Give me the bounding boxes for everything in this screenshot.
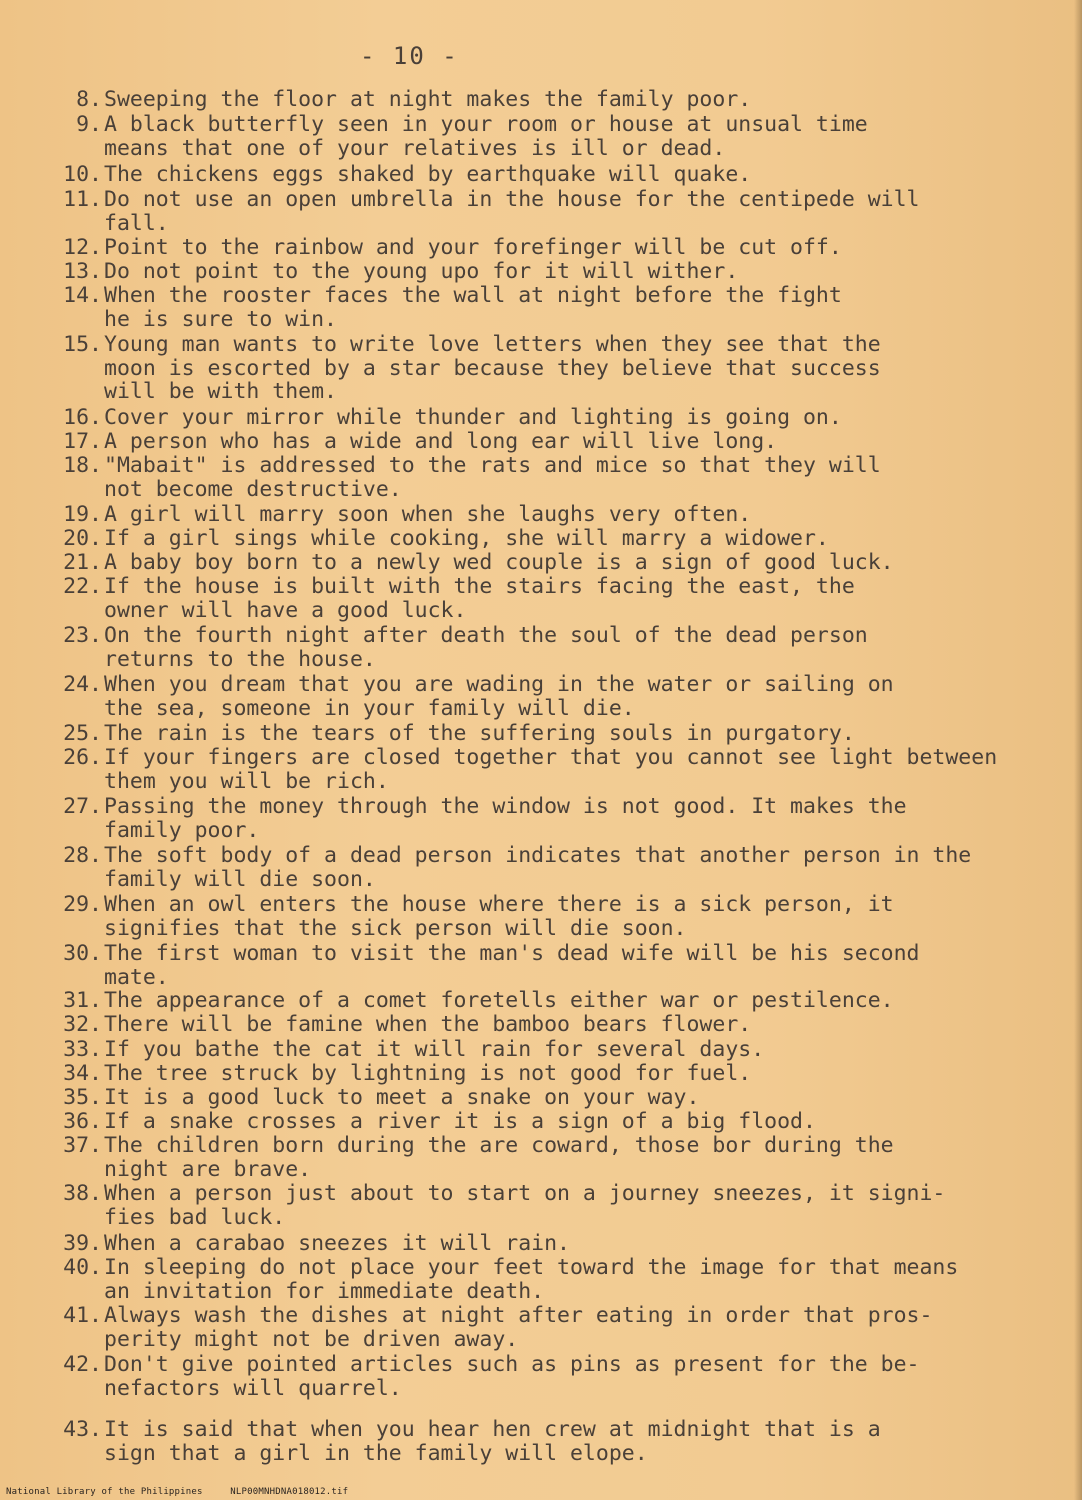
item-text-line: "Mabait" is addressed to the rats and mice so that they will <box>104 453 881 478</box>
item-number: 30. <box>63 941 102 966</box>
item-text <box>102 333 881 404</box>
item-text <box>102 551 894 575</box>
item-text-line: not become destructive. <box>104 476 402 502</box>
item-text-line: A baby boy born to a newly wed couple is a sign of good luck. <box>104 550 894 575</box>
list-item <box>44 88 1074 112</box>
page-number: - 10 - <box>360 42 459 70</box>
item-text <box>102 1038 764 1062</box>
item-text-line: If a snake crosses a river it is a sign of a big flood. <box>104 1109 816 1134</box>
item-text-line: On the fourth night after death the soul of the dead person <box>104 623 868 648</box>
item-number: 10. <box>63 162 102 187</box>
item-text-line: family poor. <box>104 817 260 843</box>
item-number: 13. <box>63 259 102 284</box>
item-text-line: The rain is the tears of the suffering souls in purgatory. <box>104 721 855 746</box>
item-text-line: When an owl enters the house where there is a sick person, it <box>104 892 894 917</box>
list-item <box>44 527 1074 551</box>
item-text <box>102 1086 699 1110</box>
item-text <box>102 722 855 746</box>
list-item <box>44 1418 1074 1465</box>
item-text <box>102 88 751 112</box>
list-item <box>44 333 1074 404</box>
item-text-line: A girl will marry soon when she laughs very often. <box>104 502 752 527</box>
item-text-line: the sea, someone in your family will die. <box>104 695 635 721</box>
item-text-line: The chickens eggs shaked by earthquake will quake. <box>104 162 752 187</box>
list-item <box>44 284 1074 331</box>
item-text-line: A black butterfly seen in your room or house at unsual time <box>104 112 868 137</box>
item-text-line: fies bad luck. <box>104 1204 286 1230</box>
item-number: 14. <box>63 283 102 308</box>
list-item <box>44 624 1074 671</box>
item-text <box>102 1418 881 1465</box>
item-number: 32. <box>63 1012 102 1037</box>
item-text <box>102 624 868 671</box>
list-item <box>44 746 1074 793</box>
item-text-line: Don't give pointed articles such as pins as present for the be- <box>104 1352 920 1377</box>
item-number: 40. <box>63 1255 102 1280</box>
item-number: 35. <box>63 1085 102 1110</box>
item-number: 25. <box>63 721 102 746</box>
item-text <box>102 188 919 235</box>
list-item <box>44 430 1074 454</box>
item-number: 39. <box>63 1231 102 1256</box>
item-number: 17. <box>63 429 102 454</box>
item-text <box>102 746 997 793</box>
item-text <box>102 454 881 501</box>
item-text-line: It is said that when you hear hen crew at midnight that is a <box>104 1417 881 1442</box>
item-text-line: The appearance of a comet foretells either war or pestilence. <box>104 988 894 1013</box>
item-number: 38. <box>63 1181 102 1206</box>
item-text-line: Passing the money through the window is not good. It makes the <box>104 794 907 819</box>
item-number: 22. <box>63 574 102 599</box>
list-item <box>44 1134 1074 1181</box>
list-item <box>44 673 1074 720</box>
item-number: 24. <box>63 672 102 697</box>
item-text-line: an invitation for immediate death. <box>104 1278 545 1304</box>
item-number: 12. <box>63 235 102 260</box>
item-text-line: perity might not be driven away. <box>104 1326 519 1352</box>
item-text <box>102 1134 894 1181</box>
item-text-line: If your fingers are closed together that you cannot see light between <box>104 745 998 770</box>
item-text <box>102 942 919 989</box>
list-item <box>44 260 1074 284</box>
item-text <box>102 527 829 551</box>
item-text-line: When you dream that you are wading in the water or sailing on <box>104 672 894 697</box>
item-text-line: returns to the house. <box>104 646 376 672</box>
item-number: 18. <box>63 453 102 478</box>
list-item <box>44 1110 1074 1134</box>
item-text-line: When a person just about to start on a journey sneezes, it signi- <box>104 1181 946 1206</box>
item-text <box>102 989 894 1013</box>
item-text-line: he is sure to win. <box>104 306 337 332</box>
page-edge-shadow <box>1074 0 1082 1500</box>
item-text-line: If a girl sings while cooking, she will marry a widower. <box>104 526 829 551</box>
item-number: 23. <box>63 623 102 648</box>
item-text-line: Cover your mirror while thunder and lighting is going on. <box>104 405 842 430</box>
item-text <box>102 1304 932 1351</box>
item-text-line: will be with them. <box>104 379 337 404</box>
scan-footer <box>6 1487 370 1497</box>
item-text-line: owner will have a good luck. <box>104 597 467 623</box>
item-text-line: Young man wants to write love letters when they see that the <box>104 332 881 357</box>
list-item <box>44 406 1074 430</box>
list-item <box>44 1013 1074 1037</box>
item-text-line: If you bathe the cat it will rain for several days. <box>104 1037 765 1062</box>
item-text <box>102 1232 570 1256</box>
item-text-line: When the rooster faces the wall at night before the fight <box>104 283 842 308</box>
item-number: 20. <box>63 526 102 551</box>
item-text <box>102 575 855 622</box>
item-number: 28. <box>63 843 102 868</box>
list-item <box>44 503 1074 527</box>
item-text <box>102 1182 945 1229</box>
item-number: 29. <box>63 892 102 917</box>
item-text-line: Do not point to the young upo for it will wither. <box>104 259 739 284</box>
item-number: 34. <box>63 1061 102 1086</box>
item-text <box>102 430 777 454</box>
item-text <box>102 503 751 527</box>
item-number: 19. <box>63 502 102 527</box>
list-item <box>44 575 1074 622</box>
item-text <box>102 1110 816 1134</box>
item-number: 15. <box>63 332 102 357</box>
item-text <box>102 1256 958 1303</box>
item-number: 41. <box>63 1303 102 1328</box>
item-text-line: The first woman to visit the man's dead wife will be his second <box>104 941 920 966</box>
item-text-line: When a carabao sneezes it will rain. <box>104 1231 570 1256</box>
item-number: 31. <box>63 988 102 1013</box>
item-number: 37. <box>63 1133 102 1158</box>
item-text <box>102 795 907 842</box>
item-text-line: The soft body of a dead person indicates that another person in the <box>104 843 972 868</box>
item-number: 36. <box>63 1109 102 1134</box>
item-text-line: moon is escorted by a star because they believe that success <box>104 355 881 381</box>
item-number: 27. <box>63 794 102 819</box>
item-text <box>102 260 738 284</box>
item-text-line: If the house is built with the stairs facing the east, the <box>104 574 855 599</box>
list-item <box>44 1062 1074 1086</box>
item-text <box>102 673 894 720</box>
item-text-line: Always wash the dishes at night after eating in order that pros- <box>104 1303 933 1328</box>
item-number: 26. <box>63 745 102 770</box>
item-text-line: A person who has a wide and long ear will live long. <box>104 429 778 454</box>
list-item <box>44 1256 1074 1303</box>
item-text <box>102 163 751 187</box>
item-text-line: Point to the rainbow and your forefinger will be cut off. <box>104 235 842 260</box>
item-text-line: nefactors will quarrel. <box>104 1375 402 1401</box>
item-text-line: signifies that the sick person will die soon. <box>104 915 687 941</box>
item-number: 33. <box>63 1037 102 1062</box>
list-item <box>44 942 1074 989</box>
item-text-line: mate. <box>104 964 169 990</box>
item-number: 42. <box>63 1352 102 1377</box>
item-text <box>102 236 842 260</box>
item-number: 8. <box>76 87 102 112</box>
item-text-line: The tree struck by lightning is not good for fuel. <box>104 1061 752 1086</box>
list-item <box>44 188 1074 235</box>
list-item <box>44 795 1074 842</box>
list-item <box>44 113 1074 160</box>
list-item <box>44 893 1074 940</box>
item-text <box>102 893 894 940</box>
list-item <box>44 1038 1074 1062</box>
item-text-line: It is a good luck to meet a snake on your way. <box>104 1085 700 1110</box>
item-text-line: them you will be rich. <box>104 768 389 794</box>
list-item <box>44 163 1074 187</box>
list-item <box>44 236 1074 260</box>
list-item <box>44 1086 1074 1110</box>
list-item <box>44 1182 1074 1229</box>
item-number: 11. <box>63 187 102 212</box>
list-item <box>44 722 1074 746</box>
item-number: 21. <box>63 550 102 575</box>
item-number: 16. <box>63 405 102 430</box>
item-text-line: Do not use an open umbrella in the house for the centipede will <box>104 187 920 212</box>
item-text <box>102 1062 751 1086</box>
item-number: 43. <box>63 1417 102 1442</box>
item-text-line: sign that a girl in the family will elope. <box>104 1440 648 1466</box>
list-item <box>44 454 1074 501</box>
list-item <box>44 844 1074 891</box>
item-text-line: family will die soon. <box>104 866 376 892</box>
list-item <box>44 1304 1074 1351</box>
item-text-line: means that one of your relatives is ill or dead. <box>104 135 726 161</box>
item-text-line: Sweeping the floor at night makes the family poor. <box>104 87 752 112</box>
list-item <box>44 551 1074 575</box>
item-text <box>102 1353 919 1400</box>
library-name: National Library of the Philippines <box>6 1487 203 1497</box>
item-number: 9. <box>76 112 102 137</box>
item-text <box>102 844 971 891</box>
item-text-line: In sleeping do not place your feet toward the image for that means <box>104 1255 959 1280</box>
item-text <box>102 113 868 160</box>
item-text-line: night are brave. <box>104 1156 312 1182</box>
list-item <box>44 1232 1074 1256</box>
item-text <box>102 284 842 331</box>
item-text <box>102 1013 751 1037</box>
item-text <box>102 406 842 430</box>
item-text-line: There will be famine when the bamboo bears flower. <box>104 1012 752 1037</box>
list-item <box>44 1353 1074 1400</box>
list-item <box>44 989 1074 1013</box>
item-text-line: fall. <box>104 210 169 236</box>
item-text-line: The children born during the are coward, those bor during the <box>104 1133 894 1158</box>
file-id: NLP00MNHDNA018012.tif <box>230 1487 349 1497</box>
